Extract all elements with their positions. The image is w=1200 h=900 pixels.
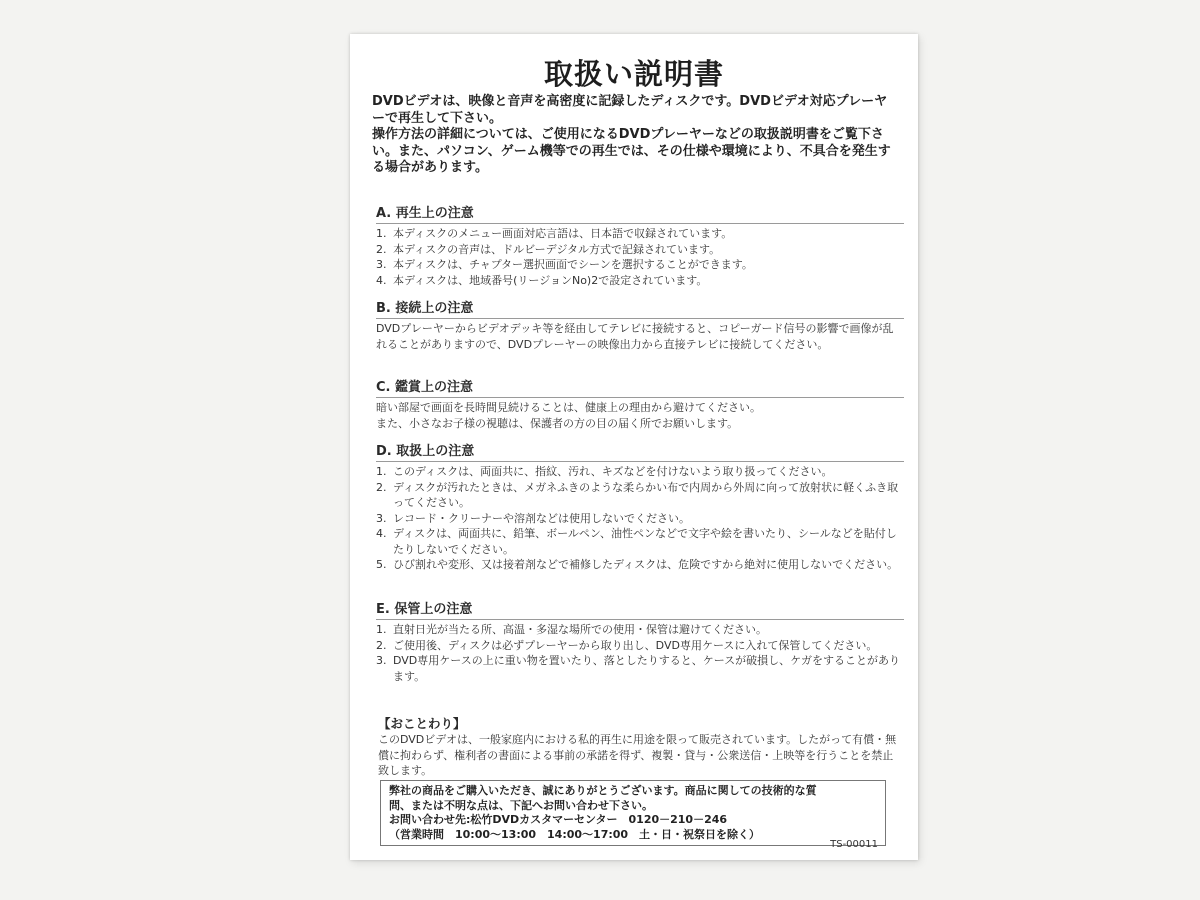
list-item: 3. レコード・クリーナーや溶剤などは使用しないでください。 (376, 511, 690, 525)
section-playback (376, 206, 904, 288)
list-item: 2. ディスクが汚れたときは、メガネふきのような柔らかい布で内周から外周に向って放射状に軽くふき取ってください。 (376, 480, 899, 509)
list-item: 3. DVD専用ケースの上に重い物を置いたり、落としたりすると、ケースが破損し、ケガをすることがあります。 (376, 654, 900, 683)
contact-line: （営業時間 10:00～13:00 14:00～17:00 土・日・祝祭日を除く） (389, 827, 761, 841)
contact-line: お問い合わせ先:松竹DVDカスタマーセンター 0120－210－246 (389, 813, 728, 826)
list-item: 4. ディスクは、両面共に、鉛筆、ボールペン、油性ペンなどで文字や絵を書いたり、シールなどを貼付したりしないでください。 (376, 527, 897, 556)
section-heading: C. 鑑賞上の注意 (376, 380, 904, 398)
list-item: 2. 本ディスクの音声は、ドルビーデジタル方式で記録されています。 (376, 242, 721, 256)
intro-paragraph: 操作方法の詳細については、ご使用になるDVDプレーヤーなどの取扱説明書をご覧下さい。また、パソコン、ゲーム機等での再生では、その仕様や環境により、不具合を発生する場合があります。 (372, 127, 891, 176)
section-connection (376, 301, 904, 352)
instruction-card (350, 34, 918, 860)
contact-line: 問、または不明な点は、下記へお問い合わせ下さい。 (389, 798, 653, 812)
section-heading: B. 接続上の注意 (376, 301, 904, 319)
list-item: 1. 本ディスクのメニュー画面対応言語は、日本語で収録されています。 (376, 227, 733, 240)
product-code: TS-00011 (830, 839, 878, 850)
section-heading: E. 保管上の注意 (376, 602, 904, 620)
list-item: 3. 本ディスクは、チャプター選択画面でシーンを選択することができます。 (376, 258, 753, 271)
contact-line: 弊社の商品をご購入いただき、誠にありがとうございます。商品に関しての技術的な質 (389, 784, 817, 797)
section-line: また、小さなお子様の視聴は、保護者の方の目の届く所でお願いします。 (376, 416, 739, 430)
list-item: 2. ご使用後、ディスクは必ずプレーヤーから取り出し、DVD専用ケースに入れて保管してください。 (376, 638, 878, 652)
intro-text (372, 94, 900, 177)
section-handling (376, 444, 904, 573)
notice-body: このDVDビデオは、一般家庭内における私的再生に用途を限って販売されています。したがって有償・無償に拘わらず、権利者の書面による事前の承諾を得ず、複製・貸与・公衆送信・上映等を行うことを禁止致します。 (378, 733, 897, 777)
contact-box (380, 780, 886, 846)
notice-heading: 【おことわり】 (378, 716, 466, 731)
page-title: 取扱い説明書 (543, 57, 724, 91)
intro-paragraph: DVDビデオは、映像と音声を高密度に記録したディスクです。DVDビデオ対応プレーヤーで再生して下さい。 (372, 94, 888, 126)
list-item: 1. このディスクは、両面共に、指紋、汚れ、キズなどを付けないよう取り扱ってください。 (376, 465, 833, 478)
section-viewing (376, 380, 904, 431)
list-item: 1. 直射日光が当たる所、高温・多湿な場所での使用・保管は避けてください。 (376, 623, 767, 636)
list-item: 5. ひび割れや変形、又は接着剤などで補修したディスクは、危険ですから絶対に使用しないでください。 (376, 558, 899, 571)
section-heading: A. 再生上の注意 (376, 206, 904, 224)
section-body: DVDプレーヤーからビデオデッキ等を経由してテレビに接続すると、コピーガード信号の影響で画像が乱れることがありますので、DVDプレーヤーの映像出力から直接テレビに接続してください。 (376, 322, 894, 351)
section-storage (376, 602, 904, 684)
section-line: 暗い部屋で画面を長時間見続けることは、健康上の理由から避けてください。 (376, 401, 761, 414)
notice-section (378, 716, 904, 779)
section-heading: D. 取扱上の注意 (376, 444, 904, 462)
list-item: 4. 本ディスクは、地域番号(リージョンNo)2で設定されています。 (376, 273, 708, 287)
